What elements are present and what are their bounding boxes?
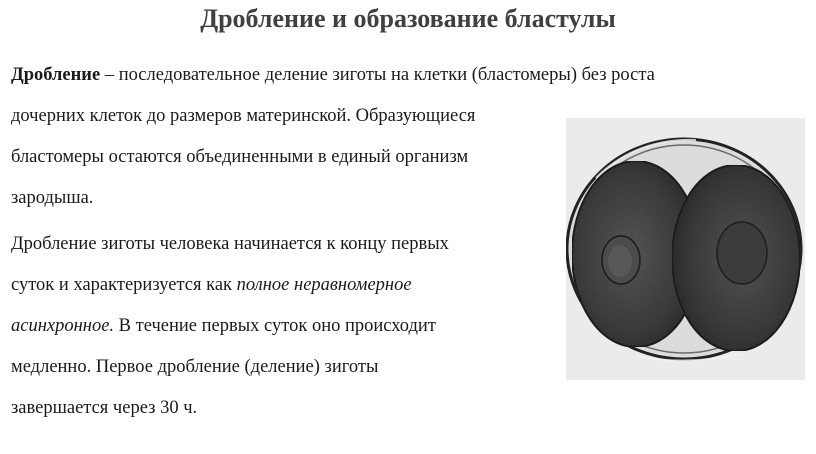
definition-line3: бластомеры остаются объединенными в единый организм [11,147,469,167]
right-nucleus [717,222,767,284]
human-line4: медленно. Первое дробление (деление) зиготы [11,357,379,377]
human-line3: В течение первых суток оно происходит [114,316,436,336]
definition-line1: – последовательное деление зиготы на клетки (бластомеры) без роста [100,65,655,85]
slide-title: Дробление и образование бластулы [200,4,616,33]
human-line2: суток и характеризуется как [11,275,237,295]
italic-asynchronous: асинхронное. [11,316,115,336]
definition-line2: дочерних клеток до размеров материнской. Образующиеся [11,106,476,126]
human-line1: Дробление зиготы человека начинается к концу первых [11,234,449,254]
human-line5: завершается через 30 ч. [11,398,198,418]
zygote-micrograph [566,118,805,380]
paragraph-human-cleavage [11,224,571,429]
term-cleavage: Дробление [11,65,101,85]
definition-line4: зародыша. [11,188,94,208]
left-nucleus-inner [608,245,632,277]
italic-complete-unequal: полное неравномерное [236,275,412,295]
